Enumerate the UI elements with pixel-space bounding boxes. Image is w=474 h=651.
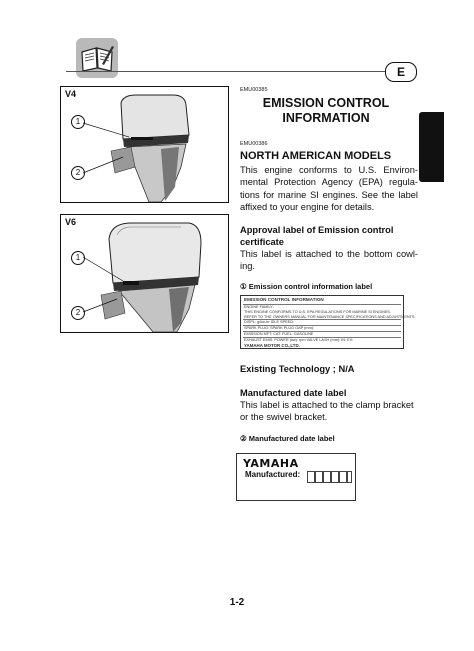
header-rule <box>66 71 385 72</box>
date-cell <box>307 471 315 483</box>
date-cell <box>347 471 352 483</box>
emission-label-row: REFER TO THE OWNERS MANUAL FOR MAINTENANCE SPECIFICATIONS AND ADJUSTMENTS. <box>244 314 416 319</box>
manufactured-line-1: This label is attached to the clamp bracket <box>240 400 414 410</box>
emission-label-row: DISPL: g/kw-hr IDLE SPEED: <box>244 320 295 324</box>
chapter-side-tab <box>419 112 444 182</box>
existing-technology: Existing Technology ; N/A <box>240 364 355 374</box>
section-code: EMU00385 <box>240 87 268 93</box>
emission-label-row: SPARK PLUG: SPARK PLUG GAP (mm): <box>244 326 315 330</box>
emission-label-title: EMISSION CONTROL INFORMATION <box>244 297 324 302</box>
subsection-title: NORTH AMERICAN MODELS <box>240 150 392 162</box>
na-paragraph <box>240 164 418 214</box>
na-line-2: mental Protection Agency (EPA) regula- <box>240 177 418 188</box>
v4-engine-illustration <box>61 87 228 202</box>
subsection-code: EMU00386 <box>240 141 268 147</box>
callout-1: 1 <box>71 115 85 129</box>
approval-line-1: This label is attached to the bottom cowl- <box>240 249 418 259</box>
section-title-line-1: EMISSION CONTROL <box>262 96 390 110</box>
approval-title <box>240 224 420 249</box>
na-line-3: tions for marine SI engines. See the label <box>240 189 418 200</box>
manufactured-date-label <box>236 453 356 501</box>
approval-paragraph <box>240 248 418 273</box>
emission-label-row: EXHAUST EMIS. POWER (kw): rpm VALVE LASH (mm): IN: EX: <box>244 337 354 342</box>
figure-v4 <box>60 86 229 203</box>
emission-label-row: ENGINE FAMILY: <box>244 305 274 309</box>
section-title-line-2: INFORMATION <box>282 111 370 125</box>
manufactured-title: Manufactured date label <box>240 388 347 398</box>
manufactured-label-brand: YAMAHA <box>243 457 299 470</box>
approval-line-2: ing. <box>240 261 255 272</box>
manufactured-caption: ② Manufactured date label <box>240 434 335 443</box>
emission-label-brand: YAMAHA MOTOR CO.,LTD. <box>244 342 300 348</box>
approval-title-line-1: Approval label of Emission control <box>240 225 394 235</box>
approval-title-line-2: certificate <box>240 237 284 248</box>
figure-v4-label: V4 <box>65 89 77 99</box>
callout-2: 2 <box>71 306 85 320</box>
section-title <box>240 96 412 126</box>
open-book-icon <box>76 38 118 78</box>
na-line-4: affixed to your engine for details. <box>240 202 375 213</box>
emission-label-row: EMISSION MFT: CAT: FUEL: GASOLINE <box>244 332 314 336</box>
page-number: 1-2 <box>229 597 245 608</box>
v6-engine-illustration <box>61 215 228 332</box>
manufactured-paragraph <box>240 399 420 424</box>
date-cell <box>323 471 331 483</box>
date-cell <box>331 471 339 483</box>
date-cell <box>339 471 347 483</box>
callout-1: 1 <box>71 251 85 265</box>
manufactured-label-text: Manufactured: <box>245 470 301 479</box>
manufactured-line-2: or the swivel bracket. <box>240 412 328 423</box>
figure-v6 <box>60 214 229 333</box>
emission-control-label <box>240 295 416 349</box>
section-badge: E <box>385 62 417 82</box>
date-cell <box>315 471 323 483</box>
book-icon-box <box>76 38 118 78</box>
emission-label-row: THIS ENGINE CONFORMS TO U.S. EPA REGULATIONS FOR MARINE SI ENGINES. <box>244 310 391 314</box>
na-line-1: This engine conforms to U.S. Environ- <box>240 165 418 175</box>
emission-label-caption: ① Emission control information label <box>240 282 373 291</box>
callout-2: 2 <box>71 166 85 180</box>
figure-v6-label: V6 <box>65 217 77 227</box>
